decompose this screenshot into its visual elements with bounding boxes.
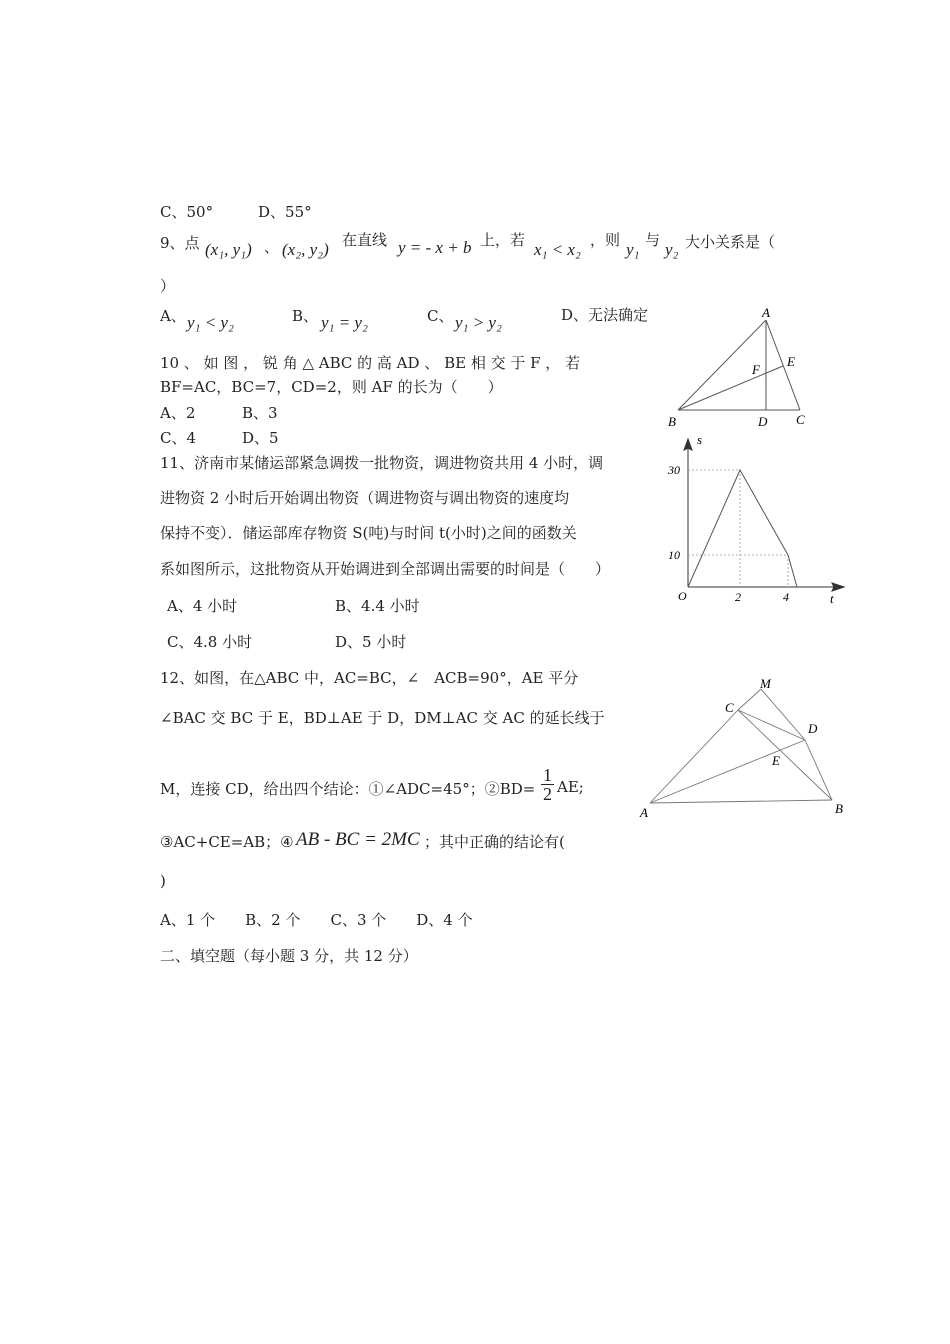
q11-t-axis-arrow [832, 583, 844, 591]
q9-with: 与 [645, 231, 661, 249]
q11-label-o: O [678, 589, 687, 603]
q9-point-2: (x₂, y₂) [282, 240, 329, 259]
q10-label-a: A [762, 305, 770, 320]
q11-tick-4: 4 [783, 590, 789, 604]
q9-option-a-label: A、 [160, 307, 186, 325]
q9-option-c-expr: y₁ > y₂ [455, 313, 502, 332]
q11-option-a: A、4 小时 [167, 597, 238, 615]
q9-option-b-label: B、 [292, 307, 319, 325]
q11-line-4: 系如图所示，这批物资从开始调进到全部调出需要的时间是（ ） [160, 560, 611, 578]
q9-close: ） [160, 277, 176, 295]
q11-option-d: D、5 小时 [335, 633, 407, 651]
q10-line-2: BF=AC，BC=7，CD=2，则 AF 的长为（ ） [160, 378, 503, 396]
q9-line-equation: y = - x + b [398, 238, 472, 257]
q11-s-axis-arrow [684, 439, 692, 450]
q9-condition: x₁ < x₂ [534, 240, 581, 259]
q11-tick-2: 2 [735, 590, 741, 604]
q9-prefix: 9、点 [160, 234, 200, 252]
q11-tick-30: 30 [668, 463, 680, 477]
q12-line-4-expr: AB - BC = 2MC [296, 829, 420, 850]
q12-label-b: B [835, 801, 843, 816]
q12-side-ab [650, 800, 832, 803]
q9-option-d: D、无法确定 [561, 306, 649, 324]
q10-triangle-figure [660, 300, 820, 435]
q12-fraction-denominator: 2 [543, 784, 552, 804]
q10-option-d: D、5 [242, 429, 279, 447]
q10-label-e: E [787, 354, 795, 369]
q11-label-t: t [830, 591, 834, 606]
q12-label-d: D [808, 721, 818, 736]
q12-label-m: M [760, 676, 771, 691]
q11-line-3: 保持不变）．储运部库存物资 S(吨)与时间 t(小时)之间的函数关 [160, 524, 577, 542]
q9-then: ，则 [590, 231, 621, 249]
q12-segment-ad [650, 740, 805, 803]
q11-line-1: 11、济南市某储运部紧急调拨一批物资，调进物资共用 4 小时，调 [160, 454, 604, 472]
q10-option-c: C、4 [160, 429, 197, 447]
q12-label-e: E [772, 753, 780, 768]
q10-line-1: 10 、 如 图 ， 锐 角 △ ABC 的 高 AD 、 BE 相 交 于 F ， 若 [160, 354, 581, 372]
q9-option-a-expr: y₁ < y₂ [187, 313, 234, 332]
q9-option-c-label: C、 [427, 307, 454, 325]
q9-point-1: (x₁, y₁) [205, 240, 252, 259]
q8-option-d: D、55° [258, 203, 312, 221]
q12-line-3-pre: M，连接 CD，给出四个结论：①∠ADC=45°；②BD= [160, 780, 536, 798]
q12-segment-db [805, 740, 832, 800]
q11-stock-line [688, 470, 797, 587]
q9-sep: 、 [264, 238, 280, 256]
q12-segment-cd [738, 710, 805, 740]
q12-triangle-figure [630, 670, 850, 830]
q9-ask: 大小关系是（ [685, 233, 776, 251]
q12-fraction-numerator: 1 [543, 765, 552, 785]
q9-option-b-expr: y₁ = y₂ [321, 313, 368, 332]
q11-tick-10: 10 [668, 548, 680, 562]
q12-label-c: C [725, 700, 734, 715]
q9-on: 上，若 [480, 231, 526, 249]
q12-close: ) [160, 872, 166, 890]
q10-label-b: B [668, 414, 676, 429]
q12-segment-md [761, 689, 805, 740]
q10-option-b: B、3 [242, 404, 278, 422]
q9-y2: y₂ [665, 240, 679, 259]
q12-side-ac [650, 710, 738, 803]
section-2-heading: 二、填空题（每小题 3 分，共 12 分） [160, 947, 418, 965]
q11-option-c: C、4.8 小时 [167, 633, 253, 651]
q10-option-a: A、2 [160, 404, 196, 422]
q12-line-1: 12、如图，在△ABC 中，AC=BC，∠ ACB=90°，AE 平分 [160, 669, 579, 687]
q8-option-c: C、50° [160, 203, 214, 221]
q12-line-4-post: ；其中正确的结论有( [424, 833, 565, 851]
q11-line-2: 进物资 2 小时后开始调出物资（调进物资与调出物资的速度均 [160, 489, 570, 507]
q10-label-f: F [752, 362, 760, 377]
q12-fraction-half [541, 766, 554, 803]
q12-line-2: ∠BAC 交 BC 于 E，BD⊥AE 于 D，DM⊥AC 交 AC 的延长线于 [160, 709, 605, 727]
q9-y1: y₁ [626, 240, 640, 259]
q11-stock-time-graph [660, 430, 860, 610]
q12-line-3-post: AE; [557, 778, 584, 796]
q12-line-4-pre: ③AC+CE=AB；④ [160, 833, 294, 851]
q12-side-cb [738, 710, 832, 800]
q11-label-s: s [697, 432, 703, 447]
q12-label-a: A [640, 805, 648, 820]
q11-option-b: B、4.4 小时 [335, 597, 420, 615]
q10-label-d: D [758, 414, 768, 429]
q10-label-c: C [796, 412, 805, 427]
q9-in-line: 在直线 [342, 231, 388, 249]
q12-options: A、1 个 B、2 个 C、3 个 D、4 个 [160, 911, 473, 929]
q12-extension-cm [738, 689, 761, 710]
q10-altitude-be [678, 366, 783, 410]
